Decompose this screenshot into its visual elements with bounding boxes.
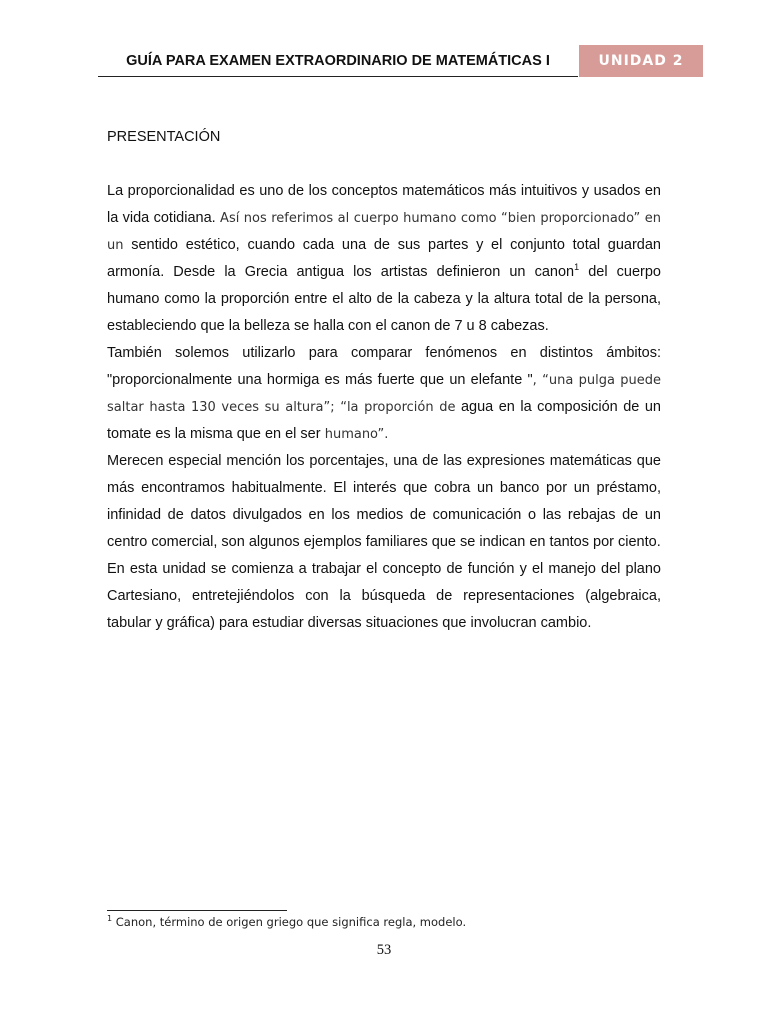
unit-badge: UNIDAD 2: [579, 45, 703, 77]
p1-part-a: La proporcionalidad es uno de los conceptos matemáticos más intuitivos y usados en la vida cotidiana.: [107, 183, 661, 226]
header-rule: [98, 76, 578, 77]
paragraph-1: [107, 178, 661, 340]
p1-part-d: del cuerpo humano como la proporción entre el alto de la cabeza y la altura total de la persona, estableciendo que la belleza se halla con el canon de 7 u 8 cabezas.: [107, 264, 661, 334]
p2-part-d: humano”.: [320, 427, 389, 442]
footnote-rule: [107, 910, 287, 911]
body-text: [107, 178, 661, 637]
footnote-ref: 1: [574, 262, 580, 273]
paragraph-4: En esta unidad se comienza a trabajar el concepto de función y el manejo del plano Cartesiano, entretejiéndolos con la búsqueda de representaciones (algebraica, tabular y gráfica) para estudiar diversas situaciones que involucran cambio.: [107, 561, 661, 631]
section-heading: PRESENTACIÓN: [107, 129, 221, 145]
page-number: 53: [376, 942, 392, 958]
footnote-number: 1: [107, 914, 113, 924]
p1-part-c: sentido estético, cuando cada una de sus partes y el conjunto total guardan armonía. Desde la Grecia antigua los artistas definieron un canon: [107, 237, 661, 280]
page-header: [98, 45, 704, 78]
footnote-text: Canon, término de origen griego que significa regla, modelo.: [112, 915, 467, 929]
paragraph-2: [107, 340, 661, 448]
p2-part-a: También solemos utilizarlo para comparar fenómenos en distintos ámbitos: "proporcionalmente una hormiga es más fuerte que un elefante ": [107, 345, 661, 388]
p2-part-c: agua en la composición de un tomate es la misma que en el ser: [107, 399, 661, 442]
p1-part-b: Así nos referimos al cuerpo humano como “bien proporcionado” en un: [107, 211, 661, 253]
footnote: [107, 915, 466, 929]
paragraph-3: Merecen especial mención los porcentajes, una de las expresiones matemáticas que más encontramos habitualmente. El interés que cobra un banco por un préstamo, infinidad de datos divulgados en los medios de comunicación o las rebajas de un centro comercial, son algunos ejemplos familiares que se indican en tantos por ciento.: [107, 453, 661, 550]
header-title: GUÍA PARA EXAMEN EXTRAORDINARIO DE MATEMÁTICAS I: [126, 53, 550, 69]
p2-part-b: , “una pulga puede saltar hasta 130 veces su altura”; “la proporción de: [107, 373, 661, 415]
